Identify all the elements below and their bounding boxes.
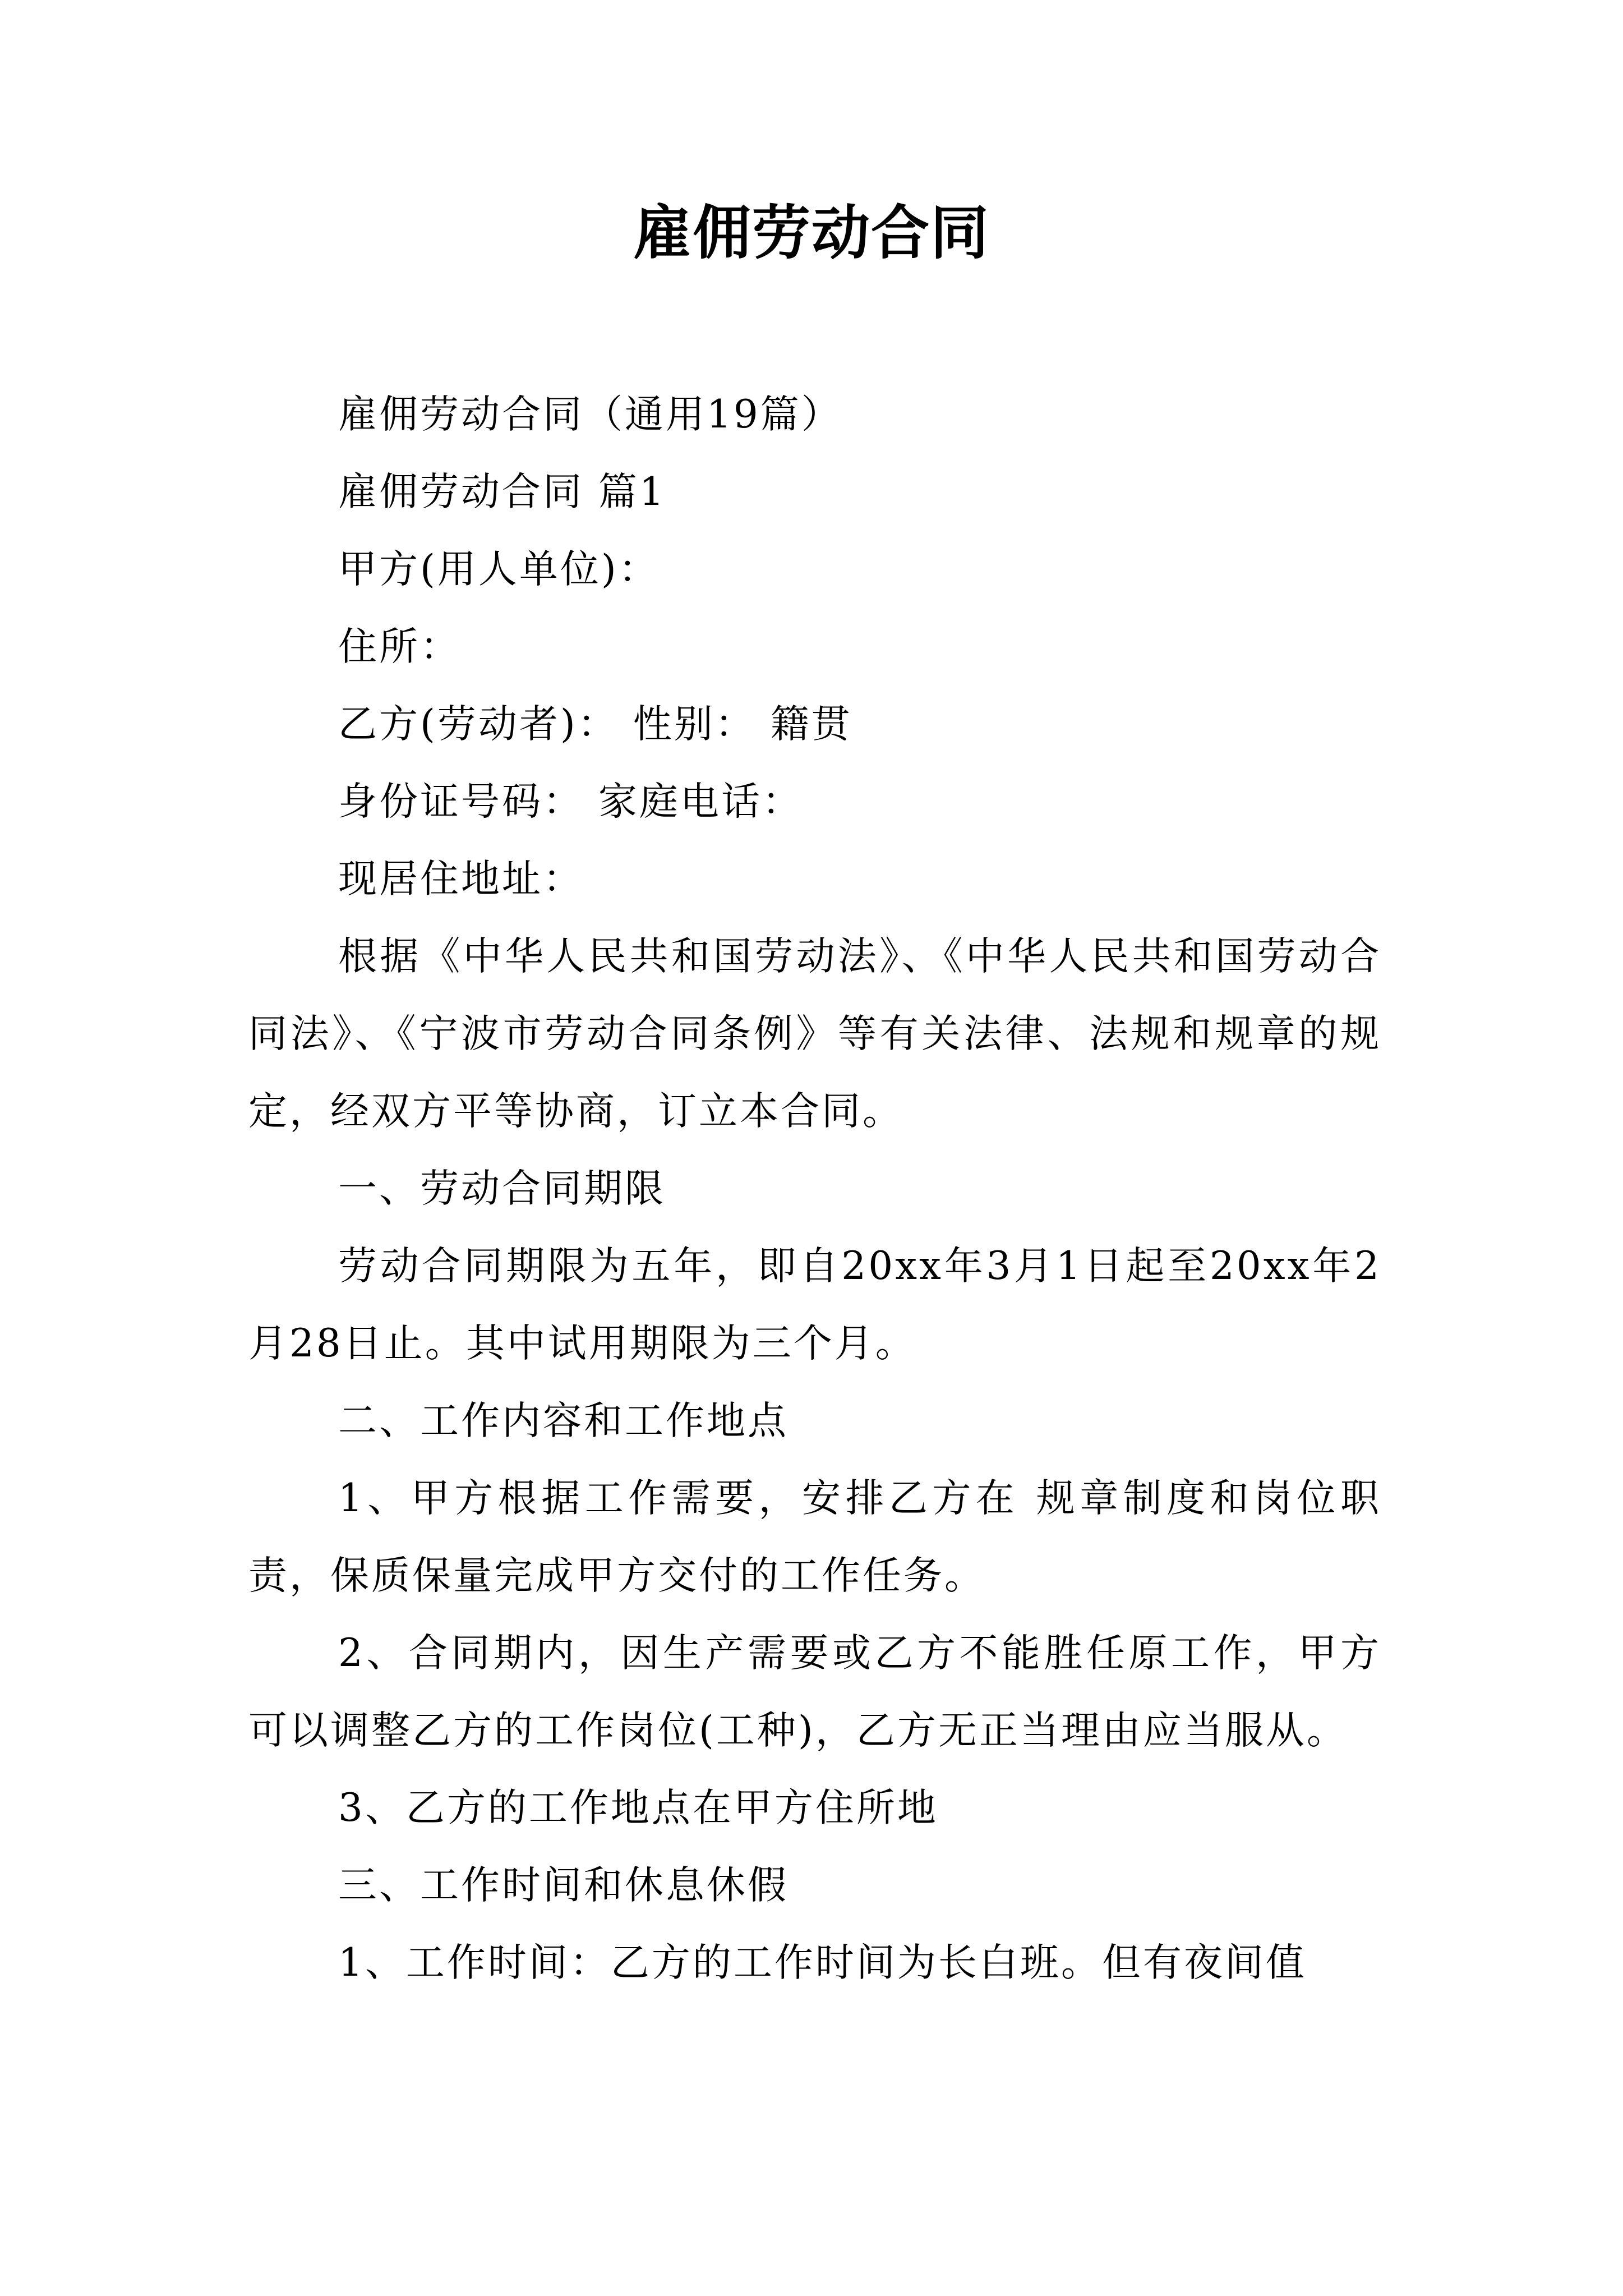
- paragraph-heading-hours: 三、工作时间和休息休假: [338, 1863, 789, 1908]
- paragraph-work-3: 3、乙方的工作地点在甲方住所地: [338, 1786, 938, 1830]
- paragraph-section-heading: 雇佣劳动合同 篇1: [338, 470, 666, 514]
- paragraph-heading-work: 二、工作内容和工作地点: [338, 1398, 789, 1443]
- paragraph-legal-basis: 根据《中华人民共和国劳动法》、《中华人民共和国劳动合同法》、《宁波市劳动合同条例》等有关法律、法规和规章的规定，经双方平等协商，订立本合同。: [248, 934, 1381, 1134]
- document-title: 雇佣劳动合同: [633, 199, 990, 267]
- paragraph-heading-term: 一、劳动合同期限: [338, 1166, 666, 1211]
- paragraph-party-a: 甲方(用人单位)：: [338, 547, 660, 592]
- paragraph-residence: 现居住地址：: [338, 857, 584, 901]
- paragraph-term: 劳动合同期限为五年，即自20xx年3月1日起至20xx年2月28日止。其中试用期限为三个月。: [248, 1244, 1381, 1366]
- paragraph-party-b: 乙方(劳动者)： 性别： 籍贯: [338, 702, 852, 747]
- paragraph-work-1: 1、甲方根据工作需要，安排乙方在 规章制度和岗位职责，保质保量完成甲方交付的工作任务。: [248, 1476, 1381, 1598]
- paragraph-work-2: 2、合同期内，因生产需要或乙方不能胜任原工作，甲方可以调整乙方的工作岗位(工种)，乙方无正当理由应当服从。: [248, 1631, 1381, 1753]
- document-body: [248, 376, 1381, 2001]
- paragraph-id-phone: 身份证号码： 家庭电话：: [338, 779, 803, 824]
- paragraph-hours-1: 1、工作时间：乙方的工作时间为长白班。但有夜间值: [338, 1940, 1307, 1985]
- paragraph-subtitle: 雇佣劳动合同（通用19篇）: [338, 392, 842, 437]
- paragraph-address: 住所：: [338, 624, 461, 669]
